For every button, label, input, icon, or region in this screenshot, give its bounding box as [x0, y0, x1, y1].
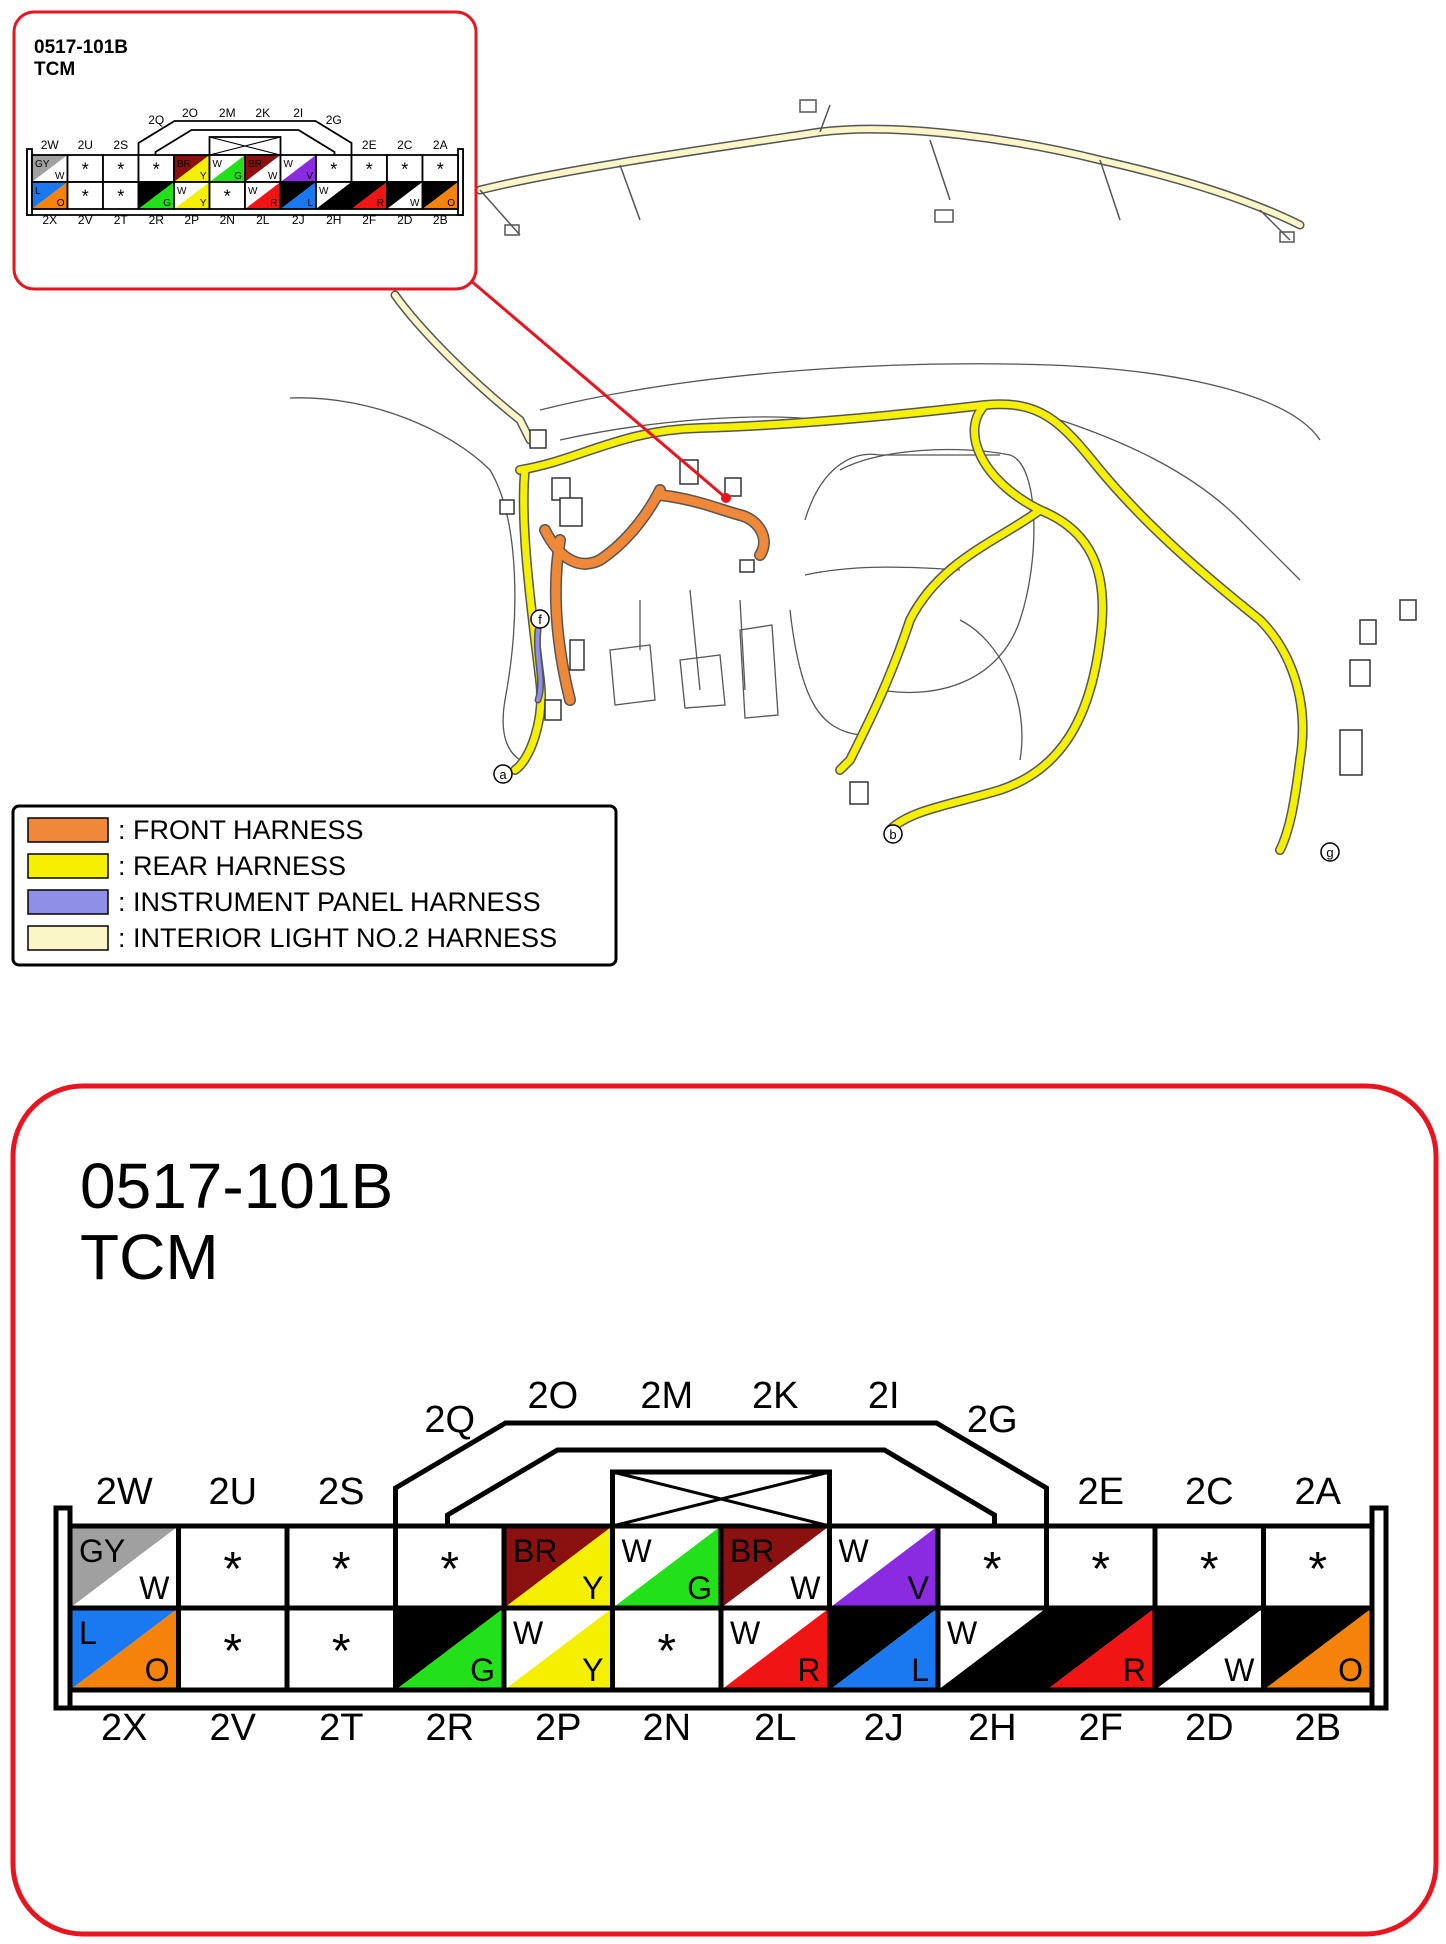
unused-pin-mark: *: [982, 1543, 1002, 1596]
callout-box-small: [14, 12, 476, 289]
pin-label-2S: 2S: [318, 1471, 365, 1513]
unused-pin-mark: *: [436, 159, 444, 180]
pin-label-2M: 2M: [218, 106, 236, 120]
wire-color-code-stripe: B: [341, 198, 349, 209]
pin-2N: [210, 182, 246, 209]
pin-label-2O: 2O: [527, 1375, 579, 1417]
pin-2J: [281, 182, 317, 209]
pin-2R: [139, 182, 175, 209]
wire-color-code-primary: W: [319, 186, 329, 197]
pin-label-2R: 2R: [425, 1707, 475, 1749]
wire-color-code-stripe: G: [163, 198, 171, 209]
pin-label-2U: 2U: [208, 1471, 258, 1513]
pin-2C: [387, 155, 423, 182]
unused-pin-mark: *: [440, 1543, 460, 1596]
connector-name: TCM: [80, 1221, 219, 1293]
pin-label-2B: 2B: [432, 213, 448, 227]
wire-color-code-primary: BR: [248, 159, 262, 170]
wire-color-code-primary: W: [212, 159, 222, 170]
connector-id: 0517-101B: [80, 1150, 394, 1222]
wire-color-code-stripe: G: [470, 1652, 495, 1688]
legend-label-1: : REAR HARNESS: [118, 851, 347, 881]
legend-swatch-2: [28, 890, 108, 914]
wire-color-code-primary: W: [283, 159, 293, 170]
pin-label-2P: 2P: [184, 213, 200, 227]
pin-label-2Q: 2Q: [424, 1399, 476, 1441]
pin-2S: [287, 1526, 396, 1608]
pin-2E: [1047, 1526, 1156, 1608]
wire-color-code-stripe: W: [410, 198, 420, 209]
pin-2X: [32, 182, 68, 209]
wire-color-code-stripe: G: [687, 1570, 712, 1606]
pin-label-2L: 2L: [256, 213, 270, 227]
wire-color-code-primary: W: [838, 1533, 869, 1569]
wire-color-code-primary: L: [79, 1615, 97, 1651]
pin-2X: [70, 1608, 179, 1690]
wire-color-code-stripe: V: [306, 171, 313, 182]
pin-2F: [1047, 1608, 1156, 1690]
unused-pin-mark: *: [331, 1625, 351, 1678]
wire-color-code-primary: BR: [730, 1533, 775, 1569]
wire-color-code-primary: B: [354, 186, 362, 197]
wire-color-code-primary: B: [390, 186, 397, 197]
wire-color-code-stripe: R: [376, 198, 384, 209]
callout-leader-line: [470, 280, 726, 498]
pin-label-2W: 2W: [95, 1471, 153, 1513]
wire-color-code-stripe: R: [270, 198, 278, 209]
pin-2D: [387, 182, 423, 209]
wire-color-code-stripe: O: [56, 198, 65, 209]
wire-color-code-stripe: W: [1224, 1652, 1255, 1688]
pin-2G: [938, 1526, 1047, 1608]
pin-label-2G: 2G: [325, 113, 342, 127]
pin-2S: [103, 155, 139, 182]
pin-2T: [103, 182, 139, 209]
wire-color-code-stripe: Y: [582, 1652, 604, 1688]
pin-label-2X: 2X: [42, 213, 58, 227]
wire-color-code-primary: L: [35, 186, 41, 197]
pin-label-2V: 2V: [209, 1707, 256, 1749]
wire-color-code-stripe: W: [55, 171, 65, 182]
pin-2A: [423, 155, 459, 182]
pin-2P: [504, 1608, 613, 1690]
pin-label-2F: 2F: [1078, 1707, 1123, 1749]
pin-label-2D: 2D: [397, 213, 413, 227]
pin-label-2K: 2K: [752, 1375, 799, 1417]
pin-label-2B: 2B: [1294, 1707, 1341, 1749]
unused-pin-mark: *: [223, 1543, 243, 1596]
unused-pin-mark: *: [152, 159, 160, 180]
wire-color-code-stripe: R: [797, 1652, 821, 1688]
ground-label-b: b: [889, 827, 897, 842]
unused-pin-mark: *: [401, 159, 409, 180]
pin-label-2A: 2A: [1294, 1471, 1341, 1513]
pin-label-2K: 2K: [255, 106, 271, 120]
unused-pin-mark: *: [223, 1625, 243, 1678]
legend-label-2: : INSTRUMENT PANEL HARNESS: [118, 887, 541, 917]
unused-pin-mark: *: [81, 159, 89, 180]
unused-pin-mark: *: [657, 1625, 677, 1678]
unused-pin-mark: *: [331, 1543, 351, 1596]
wire-color-code-stripe: O: [144, 1652, 170, 1688]
legend: [13, 806, 616, 965]
unused-pin-mark: *: [117, 159, 125, 180]
unused-pin-mark: *: [223, 186, 231, 207]
legend-label-0: : FRONT HARNESS: [118, 815, 364, 845]
pin-2K: [245, 155, 281, 182]
pin-2K: [721, 1526, 830, 1608]
wire-color-code-primary: W: [177, 186, 187, 197]
wire-color-code-stripe: Y: [199, 171, 207, 182]
pin-label-2T: 2T: [113, 213, 128, 227]
unused-pin-mark: *: [330, 159, 338, 180]
wire-color-code-stripe: L: [911, 1652, 929, 1688]
legend-label-3: : INTERIOR LIGHT NO.2 HARNESS: [118, 923, 558, 953]
pin-label-2N: 2N: [642, 1707, 692, 1749]
pin-2L: [721, 1608, 830, 1690]
pin-label-2I: 2I: [293, 106, 304, 120]
legend-swatch-0: [28, 818, 108, 842]
wire-color-code-primary: B: [404, 1615, 426, 1651]
wire-color-code-primary: W: [248, 186, 258, 197]
pin-2Q: [396, 1526, 505, 1608]
pin-2O: [504, 1526, 613, 1608]
wire-color-code-primary: W: [947, 1615, 978, 1651]
pin-label-2P: 2P: [535, 1707, 582, 1749]
ground-label-a: a: [499, 767, 507, 782]
pin-label-2E: 2E: [361, 138, 377, 152]
pin-2D: [1155, 1608, 1264, 1690]
pin-label-2H: 2H: [326, 213, 342, 227]
wire-color-code-stripe: W: [790, 1570, 821, 1606]
pin-label-2F: 2F: [362, 213, 377, 227]
pin-2R: [396, 1608, 505, 1690]
pin-label-2Q: 2Q: [148, 113, 165, 127]
small-connector-id: 0517-101B: [34, 37, 129, 58]
wire-color-code-stripe: L: [307, 198, 313, 209]
pin-label-2H: 2H: [967, 1707, 1017, 1749]
wire-color-code-primary: W: [730, 1615, 761, 1651]
pin-label-2I: 2I: [867, 1375, 900, 1417]
wire-color-code-stripe: Y: [199, 198, 207, 209]
pin-2H: [938, 1608, 1047, 1690]
pin-2W: [32, 155, 68, 182]
wire-color-code-primary: W: [621, 1533, 652, 1569]
pin-label-2U: 2U: [77, 138, 93, 152]
pin-label-2O: 2O: [181, 106, 198, 120]
pin-2V: [179, 1608, 288, 1690]
pin-2M: [210, 155, 246, 182]
ground-points: [494, 610, 1339, 861]
ground-label-g: g: [1326, 845, 1334, 860]
pin-label-2V: 2V: [77, 213, 93, 227]
pin-2A: [1264, 1526, 1373, 1608]
pin-2V: [68, 182, 104, 209]
pin-2P: [174, 182, 210, 209]
unused-pin-mark: *: [117, 186, 125, 207]
wire-color-code-stripe: V: [907, 1570, 929, 1606]
pin-2W: [70, 1526, 179, 1608]
wire-color-code-stripe: O: [447, 198, 455, 209]
wire-color-code-stripe: B: [1016, 1652, 1038, 1688]
pin-label-2C: 2C: [1184, 1471, 1234, 1513]
pin-label-2W: 2W: [40, 138, 59, 152]
wire-color-code-primary: B: [141, 186, 149, 197]
callout-target-marker: [721, 493, 731, 503]
pin-label-2J: 2J: [291, 213, 305, 227]
pin-label-2N: 2N: [219, 213, 235, 227]
pin-label-2R: 2R: [148, 213, 164, 227]
wire-color-code-stripe: O: [1338, 1652, 1363, 1688]
pin-label-2J: 2J: [863, 1707, 904, 1749]
pin-2Q: [139, 155, 175, 182]
wire-color-code-stripe: W: [139, 1570, 170, 1606]
wire-color-code-primary: W: [513, 1615, 544, 1651]
pin-label-2S: 2S: [113, 138, 129, 152]
pin-2O: [174, 155, 210, 182]
wire-color-code-stripe: G: [234, 171, 242, 182]
unused-pin-mark: *: [81, 186, 89, 207]
unused-pin-mark: *: [1199, 1543, 1219, 1596]
pin-label-2T: 2T: [319, 1707, 364, 1749]
pin-2C: [1155, 1526, 1264, 1608]
wire-color-code-primary: B: [425, 186, 433, 197]
wire-color-code-primary: GY: [79, 1533, 126, 1569]
ground-label-f: f: [538, 612, 542, 627]
wire-color-code-stripe: W: [268, 171, 278, 182]
wire-color-code-primary: BR: [177, 159, 191, 170]
pin-2N: [613, 1608, 722, 1690]
pin-2H: [316, 182, 352, 209]
pin-2I: [281, 155, 317, 182]
wire-color-code-primary: GY: [35, 159, 50, 170]
wire-color-code-primary: B: [1272, 1615, 1294, 1651]
pin-2B: [1264, 1608, 1373, 1690]
pin-2L: [245, 182, 281, 209]
pin-2G: [316, 155, 352, 182]
wire-color-code-primary: B: [283, 186, 291, 197]
unused-pin-mark: *: [1308, 1543, 1328, 1596]
pin-label-2E: 2E: [1077, 1471, 1124, 1513]
wire-color-code-primary: B: [1055, 1615, 1077, 1651]
unused-pin-mark: *: [365, 159, 373, 180]
pin-2J: [830, 1608, 939, 1690]
pin-label-2X: 2X: [101, 1707, 148, 1749]
unused-pin-mark: *: [1091, 1543, 1111, 1596]
pin-label-2M: 2M: [640, 1375, 694, 1417]
wire-color-code-primary: BR: [513, 1533, 558, 1569]
pin-2U: [179, 1526, 288, 1608]
pin-label-2A: 2A: [432, 138, 448, 152]
pin-label-2C: 2C: [397, 138, 413, 152]
pin-2F: [352, 182, 388, 209]
pin-2T: [287, 1608, 396, 1690]
pin-2U: [68, 155, 104, 182]
pin-2E: [352, 155, 388, 182]
legend-swatch-3: [28, 926, 108, 950]
pin-2B: [423, 182, 459, 209]
pin-label-2L: 2L: [754, 1707, 797, 1749]
callout-box-large: [13, 1086, 1436, 1934]
wire-color-code-stripe: Y: [582, 1570, 604, 1606]
pin-2M: [613, 1526, 722, 1608]
small-connector-name: TCM: [34, 59, 76, 80]
wire-color-code-primary: B: [1164, 1615, 1186, 1651]
pin-2I: [830, 1526, 939, 1608]
legend-swatch-1: [28, 854, 108, 878]
pin-label-2D: 2D: [1184, 1707, 1234, 1749]
pin-label-2G: 2G: [966, 1399, 1018, 1441]
wire-color-code-primary: B: [838, 1615, 860, 1651]
wire-color-code-stripe: R: [1122, 1652, 1146, 1688]
